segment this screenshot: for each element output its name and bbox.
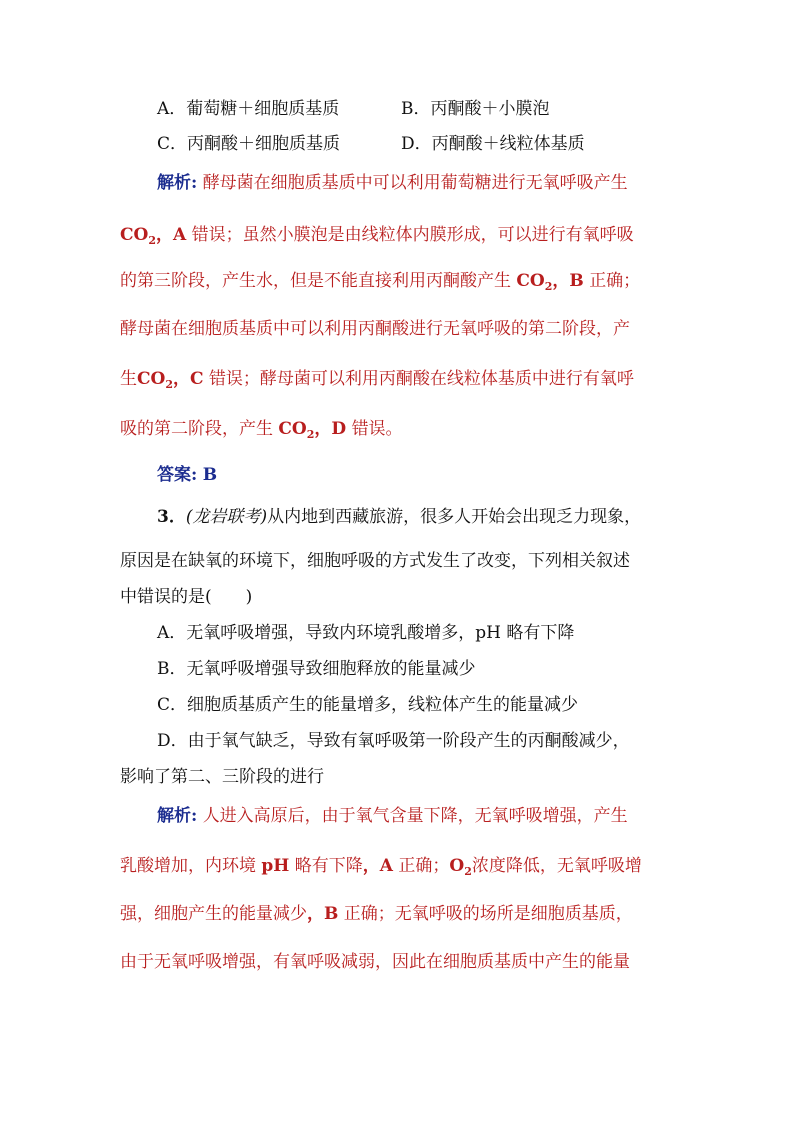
q2-analysis-line-4: 酵母菌在细胞质基质中可以利用丙酮酸进行无氧呼吸的第二阶段，产 [120, 319, 630, 339]
analysis-label: 解析: [157, 173, 198, 193]
answer-value: B [202, 465, 218, 485]
q3-analysis-line-4: 由于无氧呼吸增强，有氧呼吸减弱，因此在细胞质基质中产生的能量 [120, 952, 630, 972]
q3-option-d-cont: 影响了第二、三阶段的进行 [120, 767, 324, 787]
q3-stem-line-1: 3．(龙岩联考)从内地到西藏旅游，很多人开始会出现乏力现象， [157, 507, 642, 527]
analysis-label: 解析: [157, 806, 198, 826]
q3-option-a: A．无氧呼吸增强，导致内环境乳酸增多，pH 略有下降 [157, 623, 575, 643]
q2-answer [157, 464, 217, 486]
q2-analysis-line-3: 的第三阶段，产生水，但是不能直接利用丙酮酸产生 $CO_2$，B 正确； [120, 271, 641, 293]
answer-label: 答案: [157, 465, 198, 485]
q3-option-b: B．无氧呼吸增强导致细胞释放的能量减少 [157, 659, 476, 679]
q3-stem-line-2: 原因是在缺氧的环境下，细胞呼吸的方式发生了改变，下列相关叙述 [120, 551, 630, 571]
q3-source: (龙岩联考) [185, 507, 268, 527]
q3-stem-line-3: 中错误的是( ) [120, 587, 253, 607]
q3-option-d: D．由于氧气缺乏，导致有氧呼吸第一阶段产生的丙酮酸减少， [157, 731, 630, 751]
option-b: B．丙酮酸＋小膜泡 [401, 99, 550, 119]
q3-analysis-line-1: 解析: 人进入高原后，由于氧气含量下降，无氧呼吸增强，产生 [157, 806, 628, 826]
q3-option-c: C．细胞质基质产生的能量增多，线粒体产生的能量减少 [157, 695, 579, 715]
q2-analysis-line-5: 生$CO_2$，C 错误；酵母菌可以利用丙酮酸在线粒体基质中进行有氧呼 [120, 369, 634, 391]
q3-analysis-line-2: 乳酸增加，内环境 pH 略有下降，A 正确；$O_2$浓度降低，无氧呼吸增 [120, 856, 642, 878]
option-d: D．丙酮酸＋线粒体基质 [401, 134, 585, 154]
q3-number: 3． [157, 507, 186, 527]
option-c: C．丙酮酸＋细胞质基质 [157, 134, 341, 154]
option-a: A．葡萄糖＋细胞质基质 [157, 99, 340, 119]
q3-analysis-line-3: 强，细胞产生的能量减少，B 正确；无氧呼吸的场所是细胞质基质， [120, 904, 633, 924]
q2-analysis-line-1: 解析: 酵母菌在细胞质基质中可以利用葡萄糖进行无氧呼吸产生 [157, 173, 628, 193]
q2-analysis-line-2: $CO_2$，A 错误；虽然小膜泡是由线粒体内膜形成，可以进行有氧呼吸 [120, 225, 634, 247]
q2-analysis-line-6: 吸的第二阶段，产生 $CO_2$，D 错误。 [120, 419, 403, 441]
